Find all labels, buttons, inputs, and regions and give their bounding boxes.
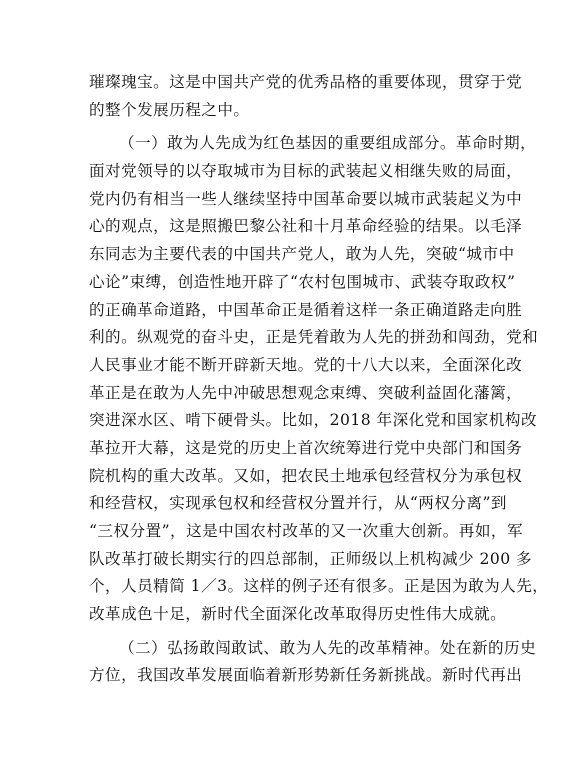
text-line: 院机构的重大改革。又如，把农民土地承包经营权分为承包权 xyxy=(89,466,523,485)
text-line: 璀璨瑰宝。这是中国共产党的优秀品格的重要体现，贯穿于党 xyxy=(89,73,523,91)
text-line: 革正是在敢为人先中冲破思想观念束缚、突破利益固化藩篱， xyxy=(89,383,523,402)
text-line: 东同志为主要代表的中国共产党人，敢为人先，突破“城市中 xyxy=(89,245,515,264)
paragraph-3 xyxy=(89,635,537,690)
text-line: 和经营权，实现承包权和经营权分置并行，从“两权分离”到 xyxy=(89,494,507,513)
text-line: 的整个发展历程之中。 xyxy=(89,100,250,119)
text-line: 突进深水区、啃下硬骨头。比如，2018 年深化党和国家机构改 xyxy=(89,411,537,430)
text-line: 心的观点，这是照搬巴黎公社和十月革命经验的结果。以毛泽 xyxy=(89,217,523,236)
text-line: 面对党领导的以夺取城市为目标的武装起义相继失败的局面， xyxy=(89,162,523,181)
text-line: （二）弘扬敢闯敢试、敢为人先的改革精神。处在新的历史 xyxy=(119,638,537,657)
text-line: “三权分置”，这是中国农村改革的又一次重大创新。再如，军 xyxy=(89,522,523,540)
text-line: 利的。纵观党的奋斗史，正是凭着敢为人先的拼劲和闯劲，党和 xyxy=(89,328,539,347)
text-line: 队改革打破长期实行的四总部制，正师级以上机构减少 200 多 xyxy=(89,549,533,568)
text-line: 人民事业才能不断开辟新天地。党的十八大以来，全面深化改 xyxy=(89,355,523,374)
body-text xyxy=(89,69,549,690)
text-line: 心论”束缚，创造性地开辟了“农村包围城市、武装夺取政权” xyxy=(89,272,516,291)
text-line: 个，人员精简 1／3。这样的例子还有很多。正是因为敢为人先， xyxy=(89,577,549,596)
text-line: 革拉开大幕，这是党的历史上首次统筹进行党中央部门和国务 xyxy=(89,438,523,457)
paragraph-2 xyxy=(89,130,549,628)
text-line: 改革成色十足，新时代全面深化改革取得历史性伟大成就。 xyxy=(89,605,507,624)
text-line: （一）敢为人先成为红色基因的重要组成部分。革命时期， xyxy=(119,134,537,153)
text-line: 党内仍有相当一些人继续坚持中国革命要以城市武装起义为中 xyxy=(89,189,523,208)
text-line: 方位，我国改革发展面临着新形势新任务新挑战。新时代再出 xyxy=(89,666,523,685)
text-line: 的正确革命道路，中国革命正是循着这样一条正确道路走向胜 xyxy=(89,300,523,319)
paragraph-1 xyxy=(89,69,523,124)
